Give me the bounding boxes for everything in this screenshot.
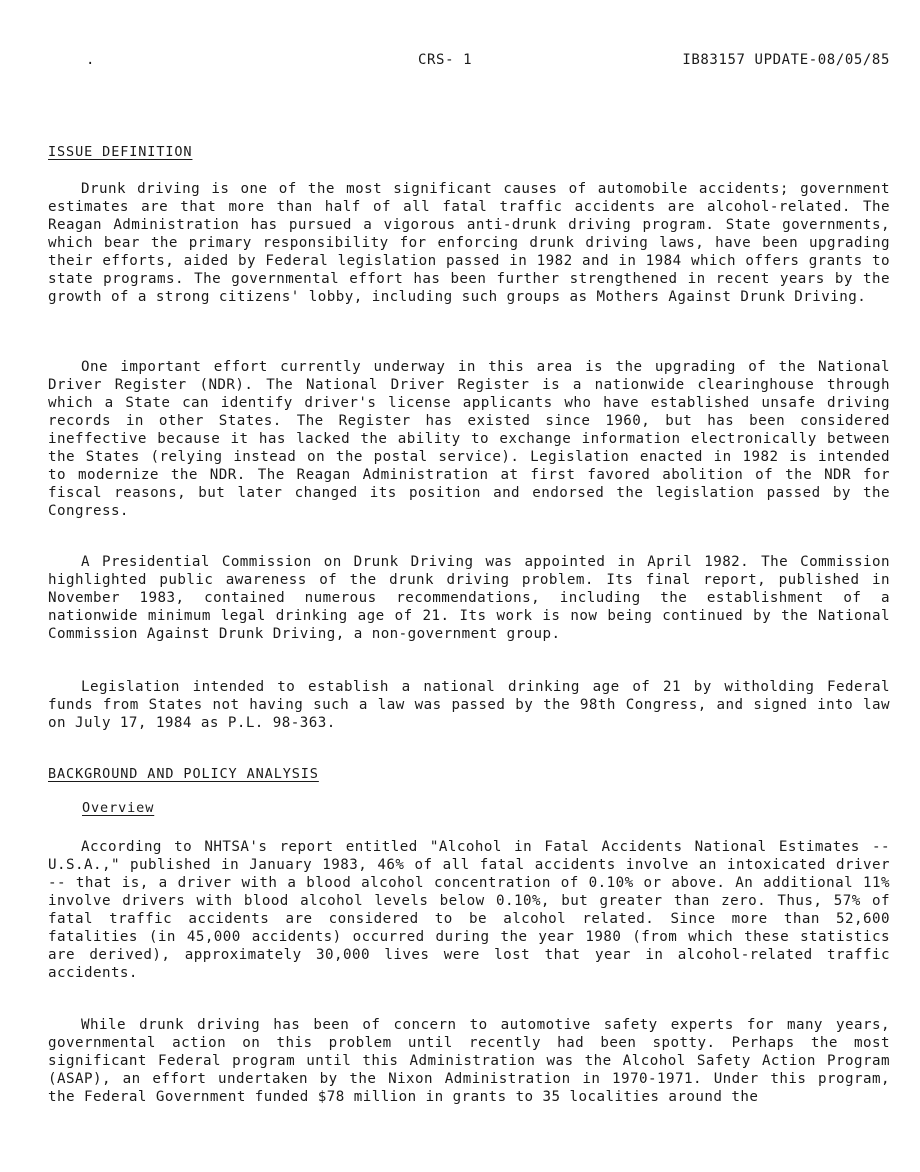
document-page — [48, 0, 890, 1172]
page-header — [48, 52, 890, 72]
paragraph-issue-2: One important effort currently underway in this area is the upgrading of the National Driver Register (NDR). The National Driver Register is a nationwide clearinghouse through which a State can identify driver's license applicants who have established unsafe driving records in other States. The Register has existed since 1960, but has been considered ineffective because it has lacked the ability to exchange information electronically between the States (relying instead on the postal service). Legislation enacted in 1982 is intended to modernize the NDR. The Reagan Administration at first favored abolition of the NDR for fiscal reasons, but later changed its position and endorsed the legislation passed by the Congress. — [48, 359, 890, 519]
subheading-overview: Overview — [82, 800, 155, 816]
paragraph-background-1: According to NHTSA's report entitled "Alcohol in Fatal Accidents National Estimates -- U.S.A.," published in January 1983, 46% of all fatal accidents involve an intoxicated driver -- that is, a driver with a blood alcohol concentration of 0.10% or above. An additional 11% involve drivers with blood alcohol levels below 0.10%, but greater than zero. Thus, 57% of fatal traffic accidents are considered to be alcohol related. Since more than 52,600 fatalities (in 45,000 accidents) occurred during the year 1980 (from which these statistics are derived), approximately 30,000 lives were lost that year in alcohol-related traffic accidents. — [48, 839, 890, 981]
section-heading-issue-definition: ISSUE DEFINITION — [48, 144, 193, 160]
header-mark: . — [86, 52, 96, 68]
paragraph-background-2: While drunk driving has been of concern to automotive safety experts for many years, governmental action on this problem until recently had been spotty. Perhaps the most significant Federal program until this Administration was the Alcohol Safety Action Program (ASAP), an effort undertaken by the Nixon Administration in 1970-1971. Under this program, the Federal Government funded $78 million in grants to 35 localities around the — [48, 1017, 890, 1105]
paragraph-issue-1: Drunk driving is one of the most significant causes of automobile accidents; government estimates are that more than half of all fatal traffic accidents are alcohol-related. The Reagan Administration has pursued a vigorous anti-drunk driving program. State governments, which bear the primary responsibility for enforcing drunk driving laws, have been upgrading their efforts, aided by Federal legislation passed in 1982 and in 1984 which offers grants to state programs. The governmental effort has been further strengthened in recent years by the growth of a strong citizens' lobby, including such groups as Mothers Against Drunk Driving. — [48, 181, 890, 305]
paragraph-issue-4: Legislation intended to establish a national drinking age of 21 by witholding Federal funds from States not having such a law was passed by the 98th Congress, and signed into law on July 17, 1984 as P.L. 98-363. — [48, 679, 890, 731]
paragraph-issue-3: A Presidential Commission on Drunk Driving was appointed in April 1982. The Commission highlighted public awareness of the drunk driving problem. Its final report, published in November 1983, contained numerous recommendations, including the establishment of a nationwide minimum legal drinking age of 21. Its work is now being continued by the National Commission Against Drunk Driving, a non-government group. — [48, 554, 890, 642]
document-id: IB83157 UPDATE-08/05/85 — [682, 52, 890, 68]
page-label: CRS- 1 — [418, 52, 473, 68]
section-heading-background: BACKGROUND AND POLICY ANALYSIS — [48, 766, 319, 782]
